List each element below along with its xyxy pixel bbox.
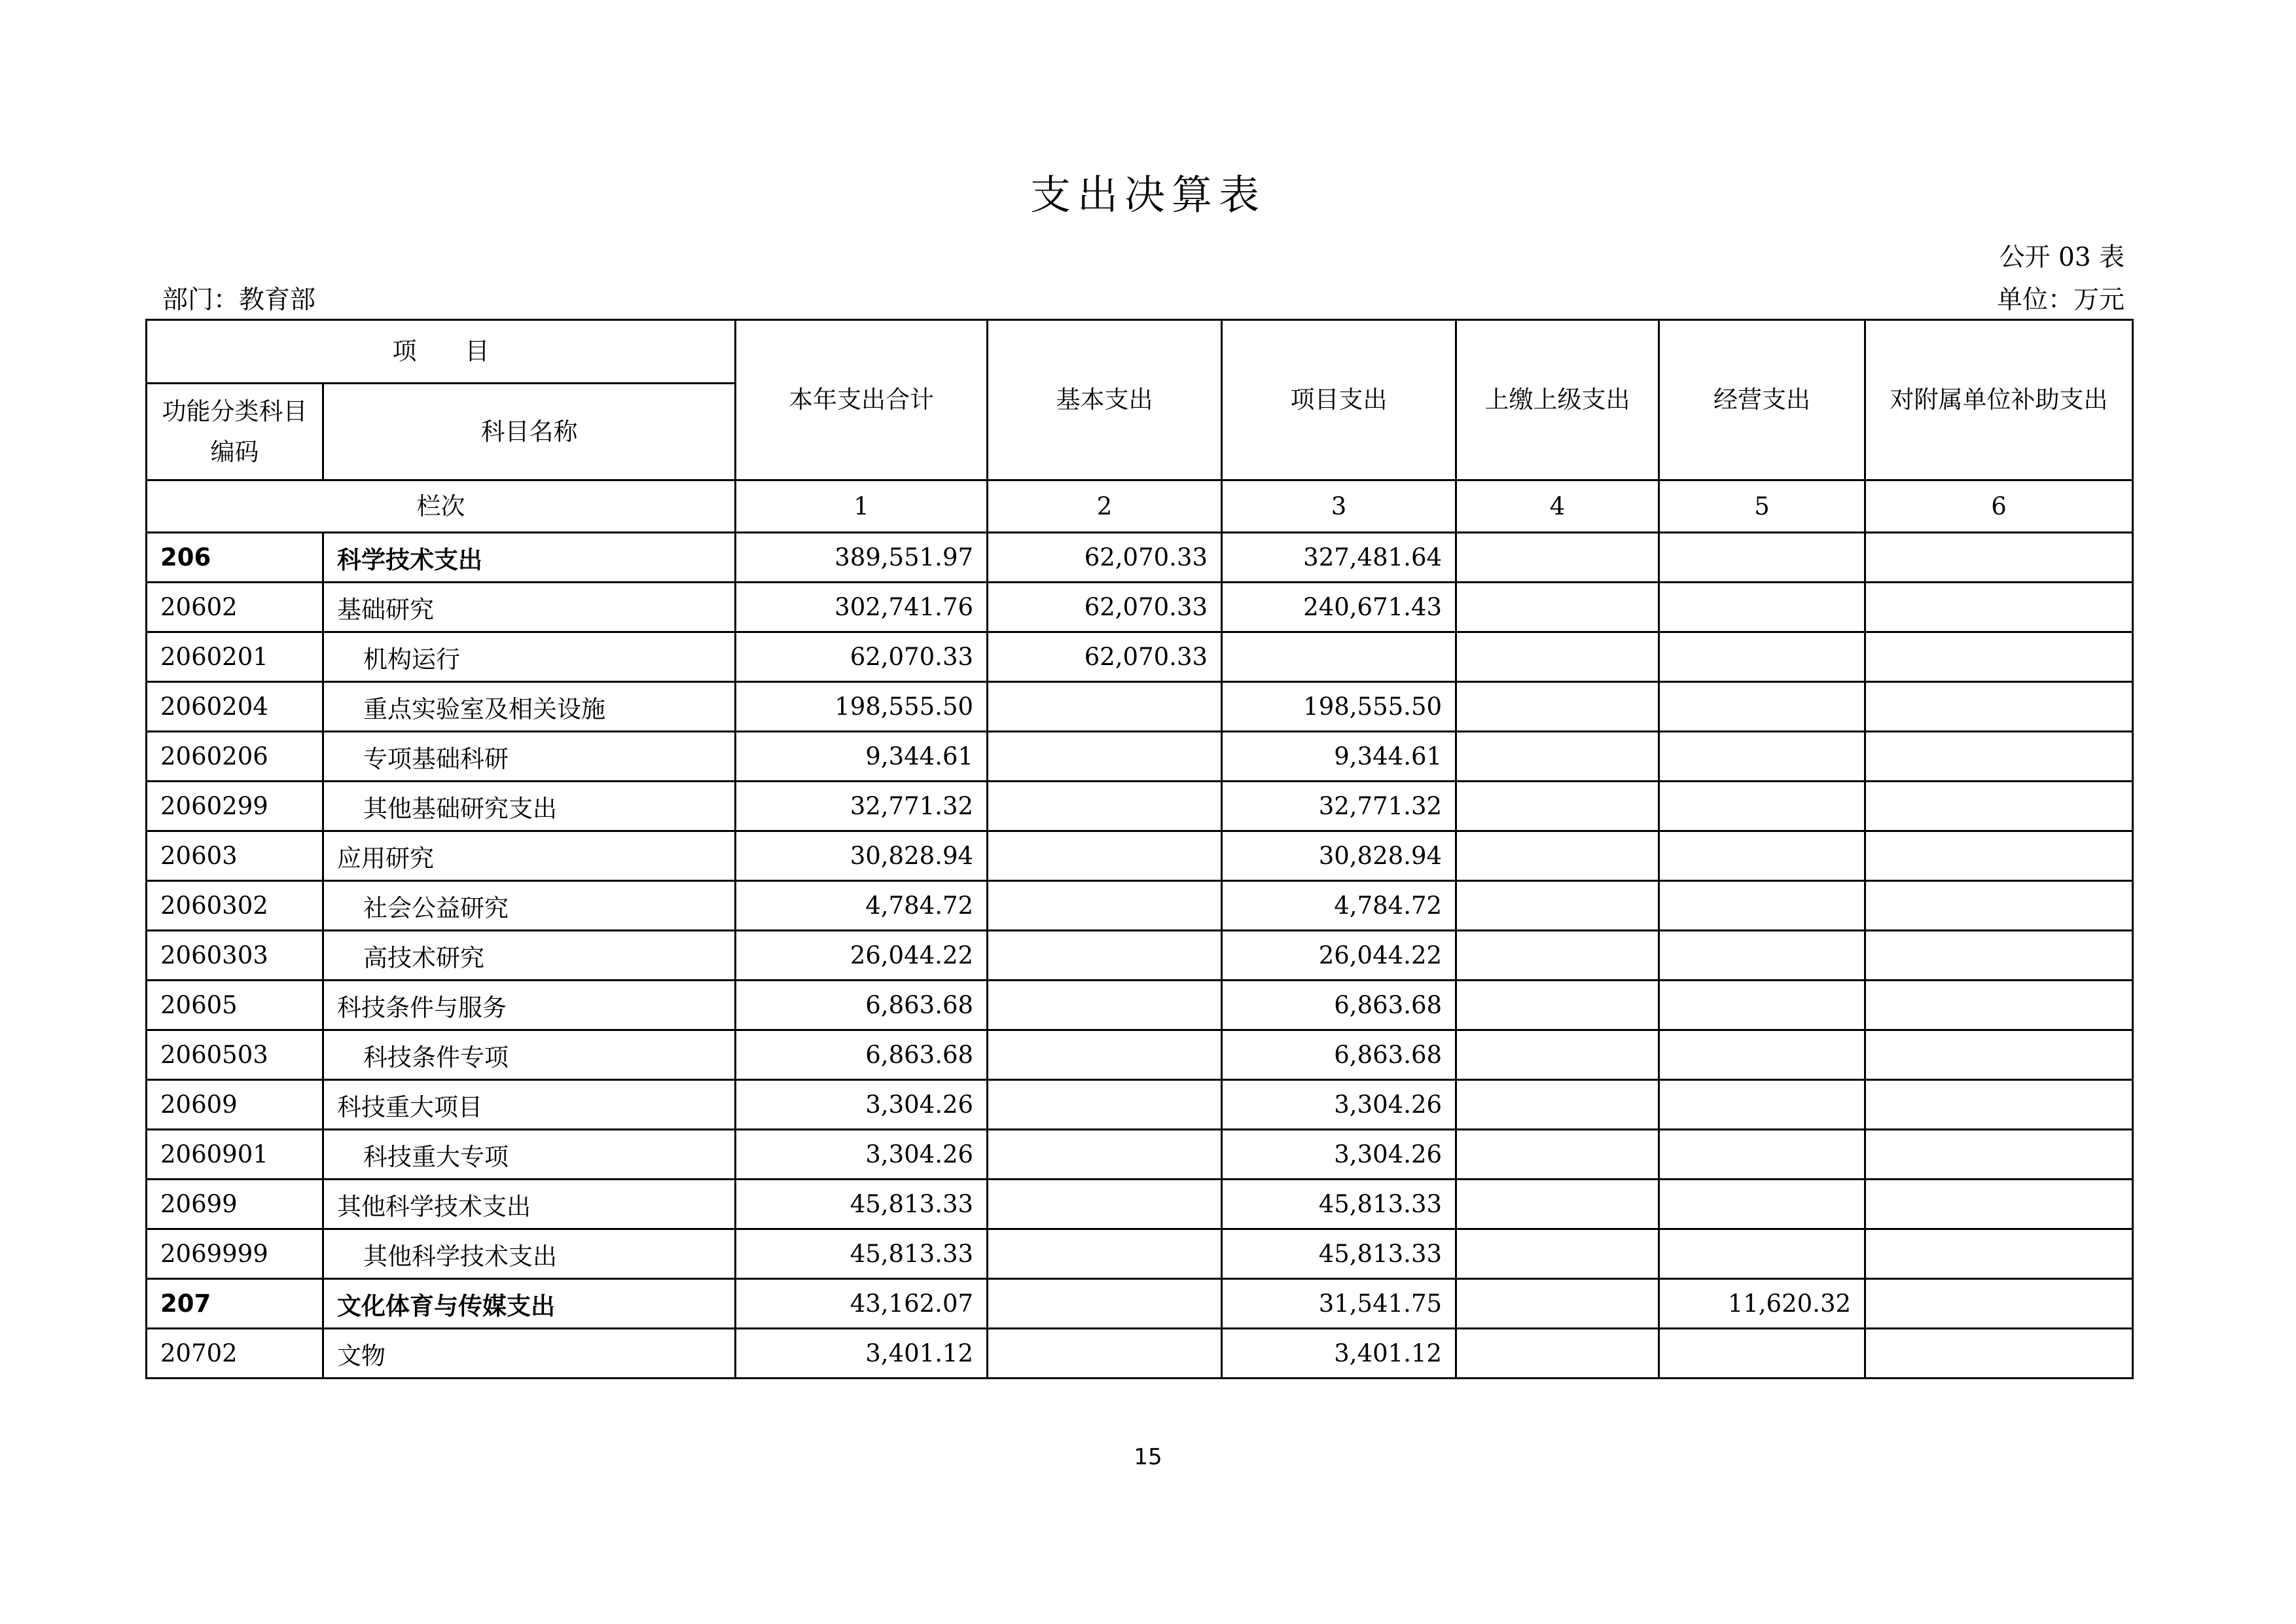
page-number: 15 bbox=[1134, 1444, 1162, 1470]
row-value-col1: 45,813.33 bbox=[736, 1229, 988, 1279]
table-row bbox=[147, 533, 2133, 583]
header-col-total: 本年支出合计 bbox=[736, 320, 988, 480]
row-value-col4 bbox=[1456, 831, 1659, 881]
row-value-col5: 11,620.32 bbox=[1659, 1279, 1865, 1329]
row-value-col2 bbox=[988, 782, 1222, 831]
row-value-col2 bbox=[988, 831, 1222, 881]
row-value-col1: 302,741.76 bbox=[736, 583, 988, 632]
row-value-col3: 26,044.22 bbox=[1222, 931, 1456, 981]
row-code: 2060201 bbox=[147, 632, 323, 682]
row-value-col2: 62,070.33 bbox=[988, 533, 1222, 583]
row-code: 2060901 bbox=[147, 1130, 323, 1180]
row-value-col5 bbox=[1659, 1080, 1865, 1130]
row-code: 2060303 bbox=[147, 931, 323, 981]
row-value-col4 bbox=[1456, 931, 1659, 981]
row-code: 2060302 bbox=[147, 881, 323, 931]
row-code: 2060206 bbox=[147, 732, 323, 782]
row-value-col4 bbox=[1456, 981, 1659, 1030]
row-value-col5 bbox=[1659, 533, 1865, 583]
row-value-col1: 6,863.68 bbox=[736, 1030, 988, 1080]
row-value-col3: 240,671.43 bbox=[1222, 583, 1456, 632]
row-name: 基础研究 bbox=[323, 583, 736, 632]
row-value-col2 bbox=[988, 732, 1222, 782]
row-value-col3: 31,541.75 bbox=[1222, 1279, 1456, 1329]
row-code: 2060503 bbox=[147, 1030, 323, 1080]
table-body bbox=[147, 533, 2133, 1379]
header-index-1: 1 bbox=[736, 480, 988, 533]
row-name: 科技重大专项 bbox=[323, 1130, 736, 1180]
row-name: 社会公益研究 bbox=[323, 881, 736, 931]
row-value-col3: 198,555.50 bbox=[1222, 682, 1456, 732]
row-value-col2 bbox=[988, 682, 1222, 732]
row-value-col1: 43,162.07 bbox=[736, 1279, 988, 1329]
row-code: 2060204 bbox=[147, 682, 323, 732]
header-index-4: 4 bbox=[1456, 480, 1659, 533]
row-value-col2: 62,070.33 bbox=[988, 583, 1222, 632]
department-label: 部门：教育部 bbox=[162, 285, 316, 315]
table-row bbox=[147, 1229, 2133, 1279]
row-value-col6 bbox=[1865, 981, 2133, 1030]
row-value-col4 bbox=[1456, 1030, 1659, 1080]
row-value-col5 bbox=[1659, 1229, 1865, 1279]
table-row bbox=[147, 632, 2133, 682]
row-name: 科技条件与服务 bbox=[323, 981, 736, 1030]
row-code: 20609 bbox=[147, 1080, 323, 1130]
header-project: 项 目 bbox=[147, 320, 736, 384]
table-row bbox=[147, 1329, 2133, 1379]
form-number: 公开 03 表 bbox=[1999, 243, 2125, 272]
row-value-col4 bbox=[1456, 881, 1659, 931]
header-col-remit: 上缴上级支出 bbox=[1456, 320, 1659, 480]
header-index-3: 3 bbox=[1222, 480, 1456, 533]
header-col-basic: 基本支出 bbox=[988, 320, 1222, 480]
table-row bbox=[147, 782, 2133, 831]
row-value-col6 bbox=[1865, 682, 2133, 732]
row-value-col2 bbox=[988, 1329, 1222, 1379]
row-name: 重点实验室及相关设施 bbox=[323, 682, 736, 732]
row-value-col5 bbox=[1659, 1329, 1865, 1379]
row-value-col2 bbox=[988, 1180, 1222, 1229]
row-value-col2 bbox=[988, 981, 1222, 1030]
row-value-col2 bbox=[988, 1229, 1222, 1279]
row-value-col4 bbox=[1456, 1279, 1659, 1329]
row-value-col4 bbox=[1456, 1180, 1659, 1229]
row-value-col5 bbox=[1659, 881, 1865, 931]
row-value-col4 bbox=[1456, 1130, 1659, 1180]
row-value-col6 bbox=[1865, 1180, 2133, 1229]
row-value-col3: 6,863.68 bbox=[1222, 1030, 1456, 1080]
header-index-5: 5 bbox=[1659, 480, 1865, 533]
row-value-col1: 3,304.26 bbox=[736, 1080, 988, 1130]
table-row bbox=[147, 583, 2133, 632]
row-value-col3: 45,813.33 bbox=[1222, 1229, 1456, 1279]
row-code: 20699 bbox=[147, 1180, 323, 1229]
row-value-col1: 32,771.32 bbox=[736, 782, 988, 831]
header-col-project: 项目支出 bbox=[1222, 320, 1456, 480]
row-value-col6 bbox=[1865, 1080, 2133, 1130]
row-code: 20605 bbox=[147, 981, 323, 1030]
row-value-col6 bbox=[1865, 533, 2133, 583]
table-row bbox=[147, 732, 2133, 782]
row-name: 科技重大项目 bbox=[323, 1080, 736, 1130]
row-value-col4 bbox=[1456, 583, 1659, 632]
row-value-col6 bbox=[1865, 1229, 2133, 1279]
row-value-col2 bbox=[988, 1130, 1222, 1180]
row-value-col1: 6,863.68 bbox=[736, 981, 988, 1030]
row-value-col2 bbox=[988, 1279, 1222, 1329]
row-name: 专项基础科研 bbox=[323, 732, 736, 782]
row-value-col2 bbox=[988, 881, 1222, 931]
row-value-col6 bbox=[1865, 583, 2133, 632]
row-value-col1: 198,555.50 bbox=[736, 682, 988, 732]
row-name: 高技术研究 bbox=[323, 931, 736, 981]
row-code: 20602 bbox=[147, 583, 323, 632]
row-name: 科技条件专项 bbox=[323, 1030, 736, 1080]
row-value-col5 bbox=[1659, 782, 1865, 831]
row-value-col2 bbox=[988, 1030, 1222, 1080]
row-value-col3: 3,401.12 bbox=[1222, 1329, 1456, 1379]
row-value-col3: 3,304.26 bbox=[1222, 1080, 1456, 1130]
row-code: 2069999 bbox=[147, 1229, 323, 1279]
table-row bbox=[147, 682, 2133, 732]
row-value-col1: 4,784.72 bbox=[736, 881, 988, 931]
header-index-2: 2 bbox=[988, 480, 1222, 533]
row-value-col1: 3,304.26 bbox=[736, 1130, 988, 1180]
header-name: 科目名称 bbox=[323, 384, 736, 480]
page-title: 支出决算表 bbox=[1030, 171, 1266, 219]
row-value-col3 bbox=[1222, 632, 1456, 682]
row-code: 206 bbox=[147, 533, 323, 583]
row-value-col4 bbox=[1456, 533, 1659, 583]
header-col-subsidy: 对附属单位补助支出 bbox=[1865, 320, 2133, 480]
row-value-col4 bbox=[1456, 632, 1659, 682]
row-value-col5 bbox=[1659, 1130, 1865, 1180]
row-value-col4 bbox=[1456, 732, 1659, 782]
table-row bbox=[147, 1080, 2133, 1130]
row-value-col3: 45,813.33 bbox=[1222, 1180, 1456, 1229]
row-value-col5 bbox=[1659, 632, 1865, 682]
row-value-col5 bbox=[1659, 583, 1865, 632]
table-row bbox=[147, 1130, 2133, 1180]
row-value-col2 bbox=[988, 1080, 1222, 1130]
row-value-col6 bbox=[1865, 1329, 2133, 1379]
row-value-col5 bbox=[1659, 831, 1865, 881]
row-value-col4 bbox=[1456, 1229, 1659, 1279]
row-name: 其他科学技术支出 bbox=[323, 1229, 736, 1279]
row-name: 其他科学技术支出 bbox=[323, 1180, 736, 1229]
row-value-col3: 30,828.94 bbox=[1222, 831, 1456, 881]
table-row bbox=[147, 831, 2133, 881]
row-name: 其他基础研究支出 bbox=[323, 782, 736, 831]
row-name: 应用研究 bbox=[323, 831, 736, 881]
row-value-col5 bbox=[1659, 1180, 1865, 1229]
table-row bbox=[147, 1279, 2133, 1329]
expenditure-table bbox=[145, 319, 2134, 1379]
row-value-col5 bbox=[1659, 682, 1865, 732]
row-value-col1: 30,828.94 bbox=[736, 831, 988, 881]
row-value-col5 bbox=[1659, 1030, 1865, 1080]
table-row bbox=[147, 1180, 2133, 1229]
row-value-col6 bbox=[1865, 1130, 2133, 1180]
row-value-col5 bbox=[1659, 981, 1865, 1030]
row-name: 机构运行 bbox=[323, 632, 736, 682]
row-value-col4 bbox=[1456, 1080, 1659, 1130]
header-col-operating: 经营支出 bbox=[1659, 320, 1865, 480]
table-row bbox=[147, 931, 2133, 981]
row-value-col1: 3,401.12 bbox=[736, 1329, 988, 1379]
row-value-col5 bbox=[1659, 732, 1865, 782]
row-value-col1: 62,070.33 bbox=[736, 632, 988, 682]
row-value-col3: 4,784.72 bbox=[1222, 881, 1456, 931]
row-value-col4 bbox=[1456, 1329, 1659, 1379]
table-row bbox=[147, 881, 2133, 931]
row-code: 20603 bbox=[147, 831, 323, 881]
row-value-col6 bbox=[1865, 732, 2133, 782]
row-value-col6 bbox=[1865, 632, 2133, 682]
row-code: 20702 bbox=[147, 1329, 323, 1379]
row-value-col1: 26,044.22 bbox=[736, 931, 988, 981]
row-value-col3: 32,771.32 bbox=[1222, 782, 1456, 831]
table-row bbox=[147, 1030, 2133, 1080]
row-value-col6 bbox=[1865, 831, 2133, 881]
row-value-col2 bbox=[988, 931, 1222, 981]
row-value-col6 bbox=[1865, 1030, 2133, 1080]
row-code: 2060299 bbox=[147, 782, 323, 831]
row-name: 文物 bbox=[323, 1329, 736, 1379]
unit-label: 单位：万元 bbox=[1996, 285, 2125, 315]
row-value-col3: 327,481.64 bbox=[1222, 533, 1456, 583]
row-value-col4 bbox=[1456, 682, 1659, 732]
header-index-label: 栏次 bbox=[147, 480, 736, 533]
row-value-col1: 389,551.97 bbox=[736, 533, 988, 583]
table-row bbox=[147, 981, 2133, 1030]
row-value-col6 bbox=[1865, 881, 2133, 931]
row-value-col6 bbox=[1865, 782, 2133, 831]
row-value-col3: 3,304.26 bbox=[1222, 1130, 1456, 1180]
row-value-col4 bbox=[1456, 782, 1659, 831]
row-value-col5 bbox=[1659, 931, 1865, 981]
row-value-col1: 45,813.33 bbox=[736, 1180, 988, 1229]
row-name: 文化体育与传媒支出 bbox=[323, 1279, 736, 1329]
row-value-col1: 9,344.61 bbox=[736, 732, 988, 782]
row-code: 207 bbox=[147, 1279, 323, 1329]
header-index-6: 6 bbox=[1865, 480, 2133, 533]
row-value-col2: 62,070.33 bbox=[988, 632, 1222, 682]
row-value-col3: 6,863.68 bbox=[1222, 981, 1456, 1030]
row-value-col3: 9,344.61 bbox=[1222, 732, 1456, 782]
header-code: 功能分类科目编码 bbox=[147, 384, 323, 480]
row-value-col6 bbox=[1865, 931, 2133, 981]
row-name: 科学技术支出 bbox=[323, 533, 736, 583]
row-value-col6 bbox=[1865, 1279, 2133, 1329]
